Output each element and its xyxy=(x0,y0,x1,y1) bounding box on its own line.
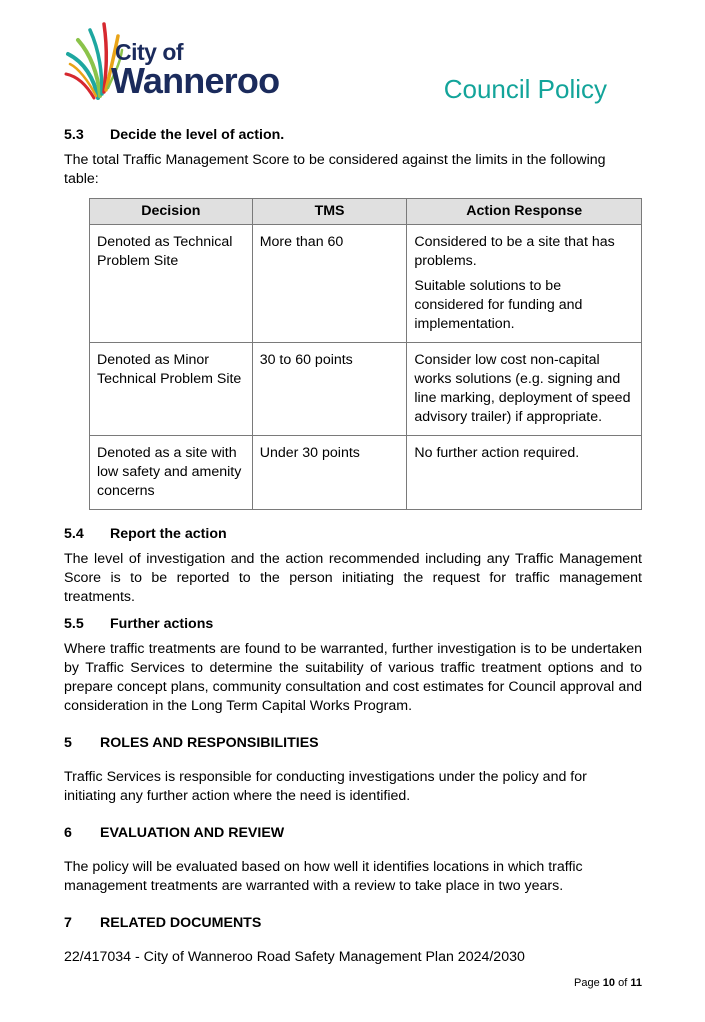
section-5-5-body: Where traffic treatments are found to be warranted, further investigation is to be undertaken by Traffic Services to determine the suitability of various traffic treatment options and to prepare concept plans, community consultation and cost estimates for Council approval and consideration in the Long Term Capital Works Program. xyxy=(64,641,642,714)
decision-cell: Denoted as a site with low safety and amenity concerns xyxy=(90,436,253,510)
decision-cell: Denoted as Minor Technical Problem Site xyxy=(90,343,253,436)
column-header-decision: Decision xyxy=(90,199,253,225)
decision-cell: Denoted as Technical Problem Site xyxy=(90,225,253,343)
action-cell xyxy=(407,343,642,436)
section-roles-heading xyxy=(64,734,642,753)
section-5-4-heading xyxy=(64,525,642,544)
page-of-word: of xyxy=(618,977,628,989)
table-header-row xyxy=(90,199,642,225)
city-of-wanneroo-logo xyxy=(64,18,294,102)
section-number: 5 xyxy=(64,735,72,751)
page-word: Page xyxy=(574,977,600,989)
decision-table xyxy=(89,198,642,510)
table-row xyxy=(90,225,642,343)
action-cell xyxy=(407,225,642,343)
page-total: 11 xyxy=(630,977,642,989)
tms-cell: Under 30 points xyxy=(252,436,407,510)
logo-text-wanneroo: Wanneroo xyxy=(111,60,280,101)
action-cell xyxy=(407,436,642,510)
section-evaluation-heading xyxy=(64,824,642,843)
section-number: 7 xyxy=(64,915,72,931)
document-type-title: Council Policy xyxy=(443,74,607,104)
action-text: Consider low cost non-capital works solutions (e.g. signing and line marking, deployment of speed advisory trailer) if appropriate. xyxy=(414,352,631,425)
action-text: No further action required. xyxy=(414,445,580,461)
action-text: Considered to be a site that has problems. xyxy=(414,234,615,269)
page-current: 10 xyxy=(602,977,616,989)
section-5-5-heading xyxy=(64,615,642,634)
section-related-body: 22/417034 - City of Wanneroo Road Safety Management Plan 2024/2030 xyxy=(64,949,525,965)
table-row xyxy=(90,343,642,436)
page-number xyxy=(574,977,642,989)
section-title: Report the action xyxy=(110,526,227,542)
section-5-3-heading xyxy=(64,126,642,145)
section-5-4-body: The level of investigation and the action recommended including any Traffic Management Score is to be reported to the person initiating the request for traffic management treatments. xyxy=(64,551,642,605)
tms-cell: 30 to 60 points xyxy=(252,343,407,436)
section-title: EVALUATION AND REVIEW xyxy=(100,825,285,841)
section-number: 5.5 xyxy=(64,616,84,632)
section-number: 6 xyxy=(64,825,72,841)
action-text: Suitable solutions to be considered for funding and implementation. xyxy=(414,278,583,332)
page-content xyxy=(64,126,642,967)
section-roles-body: Traffic Services is responsible for conducting investigations under the policy and for initiating any further action where the need is identified. xyxy=(64,769,587,804)
section-title: RELATED DOCUMENTS xyxy=(100,915,262,931)
table-row xyxy=(90,436,642,510)
column-header-action-response: Action Response xyxy=(407,199,642,225)
column-header-tms: TMS xyxy=(252,199,407,225)
section-title: Decide the level of action. xyxy=(110,127,285,143)
section-number: 5.4 xyxy=(64,526,84,542)
section-5-3-intro: The total Traffic Management Score to be considered against the limits in the following table: xyxy=(64,152,606,187)
section-title: Further actions xyxy=(110,616,214,632)
section-related-heading xyxy=(64,914,642,933)
section-title: ROLES AND RESPONSIBILITIES xyxy=(100,735,319,751)
section-number: 5.3 xyxy=(64,127,84,143)
section-evaluation-body: The policy will be evaluated based on how well it identifies locations in which traffic management treatments are warranted with a review to take place in two years. xyxy=(64,859,583,894)
tms-cell: More than 60 xyxy=(252,225,407,343)
logo-text-city-of: City of xyxy=(115,39,184,65)
